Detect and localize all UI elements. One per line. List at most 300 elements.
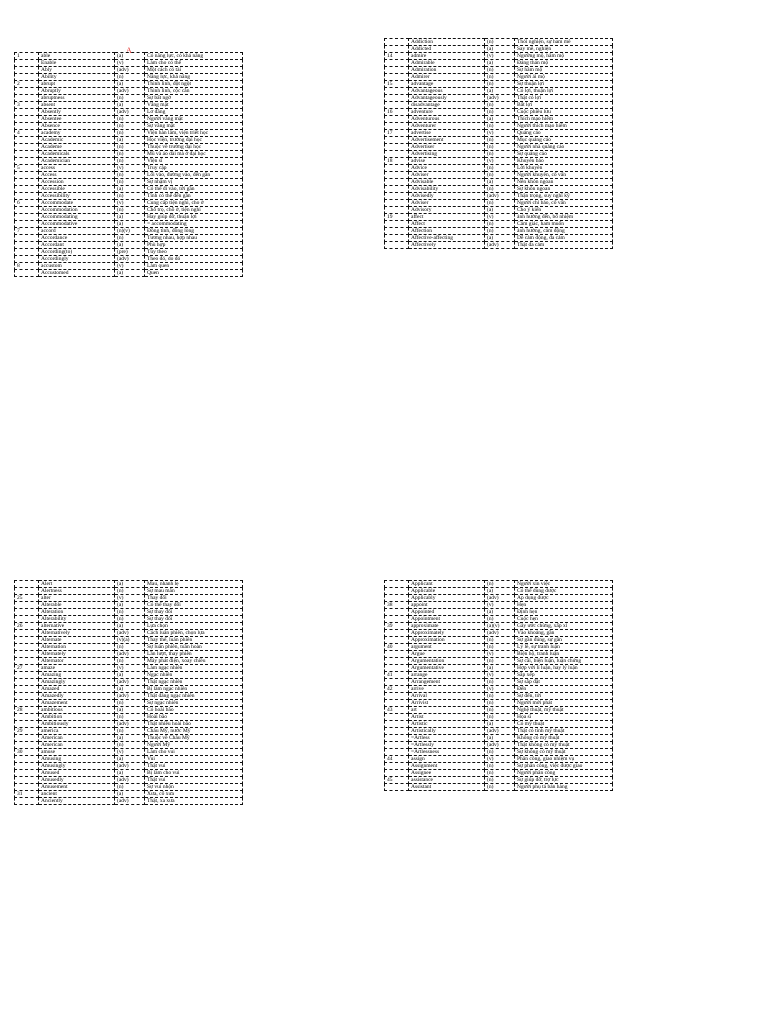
meaning-cell: Biện hộ, tranh luận — [515, 651, 613, 658]
word-cell: Argumentation — [409, 658, 485, 665]
meaning-cell: Thật vui — [145, 777, 243, 784]
part-of-speech-cell: (adv) — [485, 742, 515, 749]
meaning-cell: Cho ý kiến — [515, 207, 613, 214]
table-row — [15, 588, 243, 595]
part-of-speech-cell: (a) — [115, 672, 145, 679]
entry-number — [385, 151, 409, 158]
meaning-cell: Hợp với lí luận, hay lý luận — [515, 665, 613, 672]
part-of-speech-cell: (pre) — [115, 249, 145, 256]
part-of-speech-cell: (v) — [485, 602, 515, 609]
part-of-speech-cell: (v) — [115, 595, 145, 602]
table-row — [385, 81, 613, 88]
part-of-speech-cell: (a) — [115, 686, 145, 693]
word-cell: Accessible — [39, 186, 115, 193]
entry-number — [15, 242, 39, 249]
part-of-speech-cell: (adv) — [115, 651, 145, 658]
entry-number — [385, 784, 409, 791]
table-row — [385, 46, 613, 53]
word-cell: Access — [39, 172, 115, 179]
table-row — [15, 249, 243, 256]
entry-number — [15, 798, 39, 805]
part-of-speech-cell: (a) — [115, 53, 145, 60]
table-row — [15, 714, 243, 721]
word-cell: Applicably — [409, 595, 485, 602]
part-of-speech-cell: (a) — [485, 588, 515, 595]
part-of-speech-cell: (adv) — [485, 728, 515, 735]
word-cell: Advisability — [409, 186, 485, 193]
entry-number — [385, 242, 409, 249]
word-cell: disadvantage — [409, 102, 485, 109]
word-cell: america — [39, 728, 115, 735]
word-cell: Artist — [409, 714, 485, 721]
part-of-speech-cell: (a) — [115, 791, 145, 798]
word-cell: Affective-affecting — [409, 235, 485, 242]
table-row — [385, 672, 613, 679]
meaning-cell: Người ái mộ — [515, 74, 613, 81]
table-row — [385, 60, 613, 67]
meaning-cell: Xưa, cổ xưa — [145, 791, 243, 798]
table-row — [15, 749, 243, 756]
word-cell: argument — [409, 644, 485, 651]
meaning-cell: Bị làm ngạc nhiên — [145, 686, 243, 693]
meaning-cell: Có hoài bão — [145, 707, 243, 714]
table-row — [385, 228, 613, 235]
entry-number: 15 — [385, 81, 409, 88]
word-cell: Appointed — [409, 609, 485, 616]
table-row — [385, 95, 613, 102]
meaning-cell: Thật đa cảm — [515, 242, 613, 249]
word-cell: advertise — [409, 130, 485, 137]
table-row — [385, 777, 613, 784]
entry-number: 38 — [385, 602, 409, 609]
meaning-cell: Thói nghiện, sự ham mê — [515, 39, 613, 46]
meaning-cell: Học viện, trường đại học — [145, 137, 243, 144]
entry-number — [15, 95, 39, 102]
word-cell: Admirable — [409, 60, 485, 67]
word-cell: abruptness — [39, 95, 115, 102]
table-row — [385, 721, 613, 728]
word-cell: alter — [39, 595, 115, 602]
meaning-cell: Thật có tính mỹ thuật — [515, 728, 613, 735]
entry-number — [15, 270, 39, 277]
table-row — [15, 637, 243, 644]
meaning-cell: Lơ đãng — [145, 109, 243, 116]
part-of-speech-cell: (adv) — [115, 88, 145, 95]
meaning-cell: Lối vào, đường vào, đến gần — [145, 172, 243, 179]
part-of-speech-cell: (adv) — [485, 630, 515, 637]
table-row — [15, 193, 243, 200]
table-row — [385, 756, 613, 763]
entry-number: 45 — [385, 777, 409, 784]
meaning-cell: Người mới phát — [515, 700, 613, 707]
part-of-speech-cell: (a) — [115, 756, 145, 763]
part-of-speech-cell: (a) — [115, 186, 145, 193]
word-cell: Alternation — [39, 644, 115, 651]
meaning-cell: Thận trọng, suy nghĩ kỹ — [515, 193, 613, 200]
part-of-speech-cell: (n) — [485, 581, 515, 588]
part-of-speech-cell: (n) — [485, 770, 515, 777]
entry-number — [15, 158, 39, 165]
part-of-speech-cell: (n) — [115, 151, 145, 158]
meaning-cell: Sự thay đổi — [145, 609, 243, 616]
meaning-cell: Bị làm cho vui — [145, 770, 243, 777]
entry-number — [385, 693, 409, 700]
word-cell: Accommodative — [39, 221, 115, 228]
part-of-speech-cell: (n) — [485, 137, 515, 144]
entry-number — [385, 749, 409, 756]
table-row — [15, 256, 243, 263]
part-of-speech-cell: (n) — [115, 179, 145, 186]
meaning-cell: Cách luân phiên, chọn lựa — [145, 630, 243, 637]
table-row — [385, 186, 613, 193]
meaning-cell: Thích mạo hiểm — [515, 116, 613, 123]
meaning-cell: Thay đổi — [145, 595, 243, 602]
entry-number — [385, 193, 409, 200]
entry-number — [15, 763, 39, 770]
table-row — [385, 784, 613, 791]
part-of-speech-cell: (v) — [115, 165, 145, 172]
table-row — [15, 221, 243, 228]
part-of-speech-cell: (adv) — [115, 763, 145, 770]
table-row — [15, 207, 243, 214]
table-row — [385, 158, 613, 165]
meaning-cell: Họa sĩ — [515, 714, 613, 721]
meaning-cell: Lý lẽ, sự tranh luận — [515, 644, 613, 651]
meaning-cell: Quảng cáo — [515, 130, 613, 137]
table-row — [15, 263, 243, 270]
entry-number: 41 — [385, 672, 409, 679]
meaning-cell: Sắp xếp — [515, 672, 613, 679]
entry-number — [385, 95, 409, 102]
meaning-cell: Thật đáng ngạc nhiên — [145, 693, 243, 700]
word-cell: able — [39, 53, 115, 60]
word-cell: Amazedly — [39, 693, 115, 700]
meaning-cell: Mũ và áo dài mà ở đại học — [145, 151, 243, 158]
word-cell: Artistic — [409, 721, 485, 728]
meaning-cell: Thật có lợi — [515, 95, 613, 102]
meaning-cell: Cuộc phiêu lưu — [515, 109, 613, 116]
word-cell: Approximately — [409, 630, 485, 637]
meaning-cell: Nên khôn ngoan — [515, 179, 613, 186]
word-cell: Alternator — [39, 658, 115, 665]
part-of-speech-cell: (a) — [115, 242, 145, 249]
meaning-cell: Có năng lực, có khả năng — [145, 53, 243, 60]
table-row — [385, 581, 613, 588]
part-of-speech-cell: (adv) — [115, 630, 145, 637]
entry-number — [15, 721, 39, 728]
part-of-speech-cell: (n) — [485, 123, 515, 130]
table-row — [385, 116, 613, 123]
meaning-cell: Dễ cảm động, đa cảm — [515, 235, 613, 242]
word-cell: =Artlessness — [409, 749, 485, 756]
table-row — [15, 95, 243, 102]
entry-number — [385, 637, 409, 644]
entry-number: 7 — [15, 228, 39, 235]
part-of-speech-cell: (n) — [115, 74, 145, 81]
part-of-speech-cell: (v) — [485, 756, 515, 763]
word-cell: Assistant — [409, 784, 485, 791]
table-row — [15, 609, 243, 616]
part-of-speech-cell: (v) — [115, 60, 145, 67]
entry-number: 29 — [15, 728, 39, 735]
meaning-cell: Châu Mỹ, nước Mỹ — [145, 728, 243, 735]
part-of-speech-cell: (n) — [115, 658, 145, 665]
word-cell: advise — [409, 158, 485, 165]
word-cell: approximate — [409, 623, 485, 630]
table-row — [15, 270, 243, 277]
meaning-cell: Người phân công — [515, 770, 613, 777]
entry-number — [15, 679, 39, 686]
part-of-speech-cell: (v) — [115, 665, 145, 672]
word-cell: Advisedly — [409, 193, 485, 200]
part-of-speech-cell: (adv) — [115, 693, 145, 700]
entry-number: 2 — [15, 81, 39, 88]
entry-number — [15, 686, 39, 693]
word-cell: Amusingly — [39, 763, 115, 770]
part-of-speech-cell: (n) — [485, 784, 515, 791]
word-cell: accustom — [39, 263, 115, 270]
word-cell: Academic — [39, 137, 115, 144]
word-cell: Advertiser — [409, 144, 485, 151]
table-row — [385, 714, 613, 721]
entry-number — [15, 742, 39, 749]
word-cell: Academicals — [39, 151, 115, 158]
table-row — [15, 102, 243, 109]
part-of-speech-cell: (n) — [115, 193, 145, 200]
table-row — [15, 242, 243, 249]
table-row — [385, 728, 613, 735]
word-cell: Amazingly — [39, 679, 115, 686]
table-row — [385, 700, 613, 707]
part-of-speech-cell: (v) — [485, 686, 515, 693]
word-cell: Accession — [39, 179, 115, 186]
word-cell: Alterable — [39, 602, 115, 609]
entry-number — [385, 67, 409, 74]
table-row — [385, 74, 613, 81]
entry-number — [385, 588, 409, 595]
table-row — [15, 763, 243, 770]
word-cell: Accommodating — [39, 214, 115, 221]
part-of-speech-cell: (n) — [115, 742, 145, 749]
table-row — [385, 39, 613, 46]
entry-number — [15, 700, 39, 707]
part-of-speech-cell: (n) — [115, 644, 145, 651]
meaning-cell: Vắng mặt — [145, 102, 243, 109]
entry-number — [15, 249, 39, 256]
word-cell: Assignment — [409, 763, 485, 770]
meaning-cell: Đáng thán mộ — [515, 60, 613, 67]
entry-number — [15, 630, 39, 637]
part-of-speech-cell: (v)(a) — [115, 637, 145, 644]
word-cell: Accordant — [39, 242, 115, 249]
word-cell: Absence — [39, 123, 115, 130]
table-row — [15, 616, 243, 623]
table-row — [15, 623, 243, 630]
part-of-speech-cell: (a) — [485, 46, 515, 53]
entry-number — [15, 137, 39, 144]
part-of-speech-cell: (a) — [485, 88, 515, 95]
entry-number — [15, 235, 39, 242]
word-cell: Enable — [39, 60, 115, 67]
word-cell: Alertness — [39, 588, 115, 595]
word-cell: Academician — [39, 158, 115, 165]
meaning-cell: Thuộc về Châu Mỹ — [145, 735, 243, 742]
entry-number — [385, 137, 409, 144]
table-row — [385, 623, 613, 630]
table-row — [15, 60, 243, 67]
word-cell: Argumentative — [409, 665, 485, 672]
meaning-cell: Khuyên bảo — [515, 158, 613, 165]
meaning-cell: Sự ngạc nhiên — [145, 700, 243, 707]
table-row — [385, 644, 613, 651]
entry-number: 42 — [385, 686, 409, 693]
table-row — [15, 728, 243, 735]
meaning-cell: Sự giúp đỡ, trợ lực — [515, 777, 613, 784]
part-of-speech-cell: (n) — [485, 186, 515, 193]
entry-number — [15, 179, 39, 186]
meaning-cell: Làm cho có thể — [145, 60, 243, 67]
word-cell: Arrangement — [409, 679, 485, 686]
part-of-speech-cell: (a) — [115, 581, 145, 588]
part-of-speech-cell: (n) — [485, 165, 515, 172]
table-row — [385, 693, 613, 700]
part-of-speech-cell: (n) — [115, 158, 145, 165]
meaning-cell: Thay thế, luân phiên — [145, 637, 243, 644]
table-row — [15, 116, 243, 123]
word-cell: Addicted — [409, 46, 485, 53]
entry-number — [385, 116, 409, 123]
word-cell: assistance — [409, 777, 485, 784]
entry-number — [15, 60, 39, 67]
meaning-cell: Ngưỡng mộ, hâm mộ — [515, 53, 613, 60]
meaning-cell: Sự sắp đặt — [515, 679, 613, 686]
table-row — [15, 228, 243, 235]
word-cell: Accordingly — [39, 256, 115, 263]
word-cell: Adviser — [409, 172, 485, 179]
entry-number — [15, 770, 39, 777]
meaning-cell: Phân công, giao nhiệm vụ — [515, 756, 613, 763]
word-cell: Accessibility — [39, 193, 115, 200]
table-row — [15, 581, 243, 588]
meaning-cell: Sự cãi, biện luận, luận chứng — [515, 658, 613, 665]
table-row — [385, 137, 613, 144]
part-of-speech-cell: (adv) — [485, 95, 515, 102]
word-cell: Applicant — [409, 581, 485, 588]
meaning-cell: Tương nhau, hợp nhau — [145, 235, 243, 242]
table-row — [15, 644, 243, 651]
meaning-cell: Vào khoảng, gần — [515, 630, 613, 637]
entry-number — [385, 60, 409, 67]
entry-number — [15, 756, 39, 763]
word-cell: amuse — [39, 749, 115, 756]
table-row — [385, 207, 613, 214]
part-of-speech-cell: (v) — [115, 263, 145, 270]
word-cell: American — [39, 742, 115, 749]
part-of-speech-cell: (n) — [485, 644, 515, 651]
part-of-speech-cell: (n) — [485, 707, 515, 714]
word-cell: alternative — [39, 623, 115, 630]
part-of-speech-cell: (n) — [115, 130, 145, 137]
meaning-cell: Mau, nhanh lẹ — [145, 581, 243, 588]
table-row — [15, 165, 243, 172]
entry-number: 14 — [385, 53, 409, 60]
word-cell: Alternately — [39, 651, 115, 658]
entry-number — [385, 658, 409, 665]
word-cell: Amused — [39, 770, 115, 777]
entry-number — [385, 581, 409, 588]
table-row — [15, 235, 243, 242]
meaning-cell: Tính có thể đến gần — [145, 193, 243, 200]
word-cell: amaze — [39, 665, 115, 672]
table-row — [385, 735, 613, 742]
word-cell: Alert — [39, 581, 115, 588]
part-of-speech-cell: (n) — [485, 693, 515, 700]
meaning-cell: Lựa chọn — [145, 623, 243, 630]
word-cell: Advertising — [409, 151, 485, 158]
entry-number — [15, 637, 39, 644]
meaning-cell: Sự luân phiên, tuần hoàn — [145, 644, 243, 651]
entry-number: 31 — [15, 791, 39, 798]
meaning-cell: Bất lợi — [515, 102, 613, 109]
part-of-speech-cell: (a) — [485, 609, 515, 616]
meaning-cell: Người khuyên, cố vấn — [515, 172, 613, 179]
table-row — [385, 686, 613, 693]
entry-number: 4 — [15, 130, 39, 137]
table-row — [385, 88, 613, 95]
entry-number: 26 — [15, 623, 39, 630]
meaning-cell: Người vắng mặt — [145, 116, 243, 123]
table-row — [15, 665, 243, 672]
meaning-cell: Lần lượt, thay phiên — [145, 651, 243, 658]
word-cell: Amusing — [39, 756, 115, 763]
meaning-cell: Say mê, nghiện — [515, 46, 613, 53]
entry-number — [15, 588, 39, 595]
word-cell: adventure — [409, 109, 485, 116]
part-of-speech-cell: (n) — [115, 123, 145, 130]
table-row — [385, 588, 613, 595]
meaning-cell: Hẹn — [515, 602, 613, 609]
entry-number — [385, 200, 409, 207]
entry-number — [15, 207, 39, 214]
part-of-speech-cell: (adv) — [115, 109, 145, 116]
part-of-speech-cell: (n) — [485, 679, 515, 686]
table-row — [15, 179, 243, 186]
word-cell: =Artless — [409, 735, 485, 742]
part-of-speech-cell: (v) — [485, 214, 515, 221]
meaning-cell: Mục quảng cáo — [515, 137, 613, 144]
part-of-speech-cell: (adv) — [115, 798, 145, 805]
part-of-speech-cell: (n) — [485, 39, 515, 46]
part-of-speech-cell: (n) — [115, 95, 145, 102]
table-row — [15, 742, 243, 749]
meaning-cell: Sự mau mắn — [145, 588, 243, 595]
table-row — [15, 784, 243, 791]
table-row — [15, 109, 243, 116]
entry-number — [15, 609, 39, 616]
part-of-speech-cell: (adv) — [115, 721, 145, 728]
table-row — [385, 602, 613, 609]
table-row — [15, 130, 243, 137]
meaning-cell: Có lợi, thuận lợi — [515, 88, 613, 95]
meaning-cell: Chỗ trọ, chỗ ở, tiện nghi — [145, 207, 243, 214]
meaning-cell: Sự quảng cáo — [515, 151, 613, 158]
meaning-cell: Năng lực, khả năng — [145, 74, 243, 81]
entry-number: 1 — [15, 53, 39, 60]
part-of-speech-cell: (n) — [485, 109, 515, 116]
entry-number — [385, 46, 409, 53]
part-of-speech-cell: (v) — [485, 158, 515, 165]
word-cell: Advantageous — [409, 88, 485, 95]
